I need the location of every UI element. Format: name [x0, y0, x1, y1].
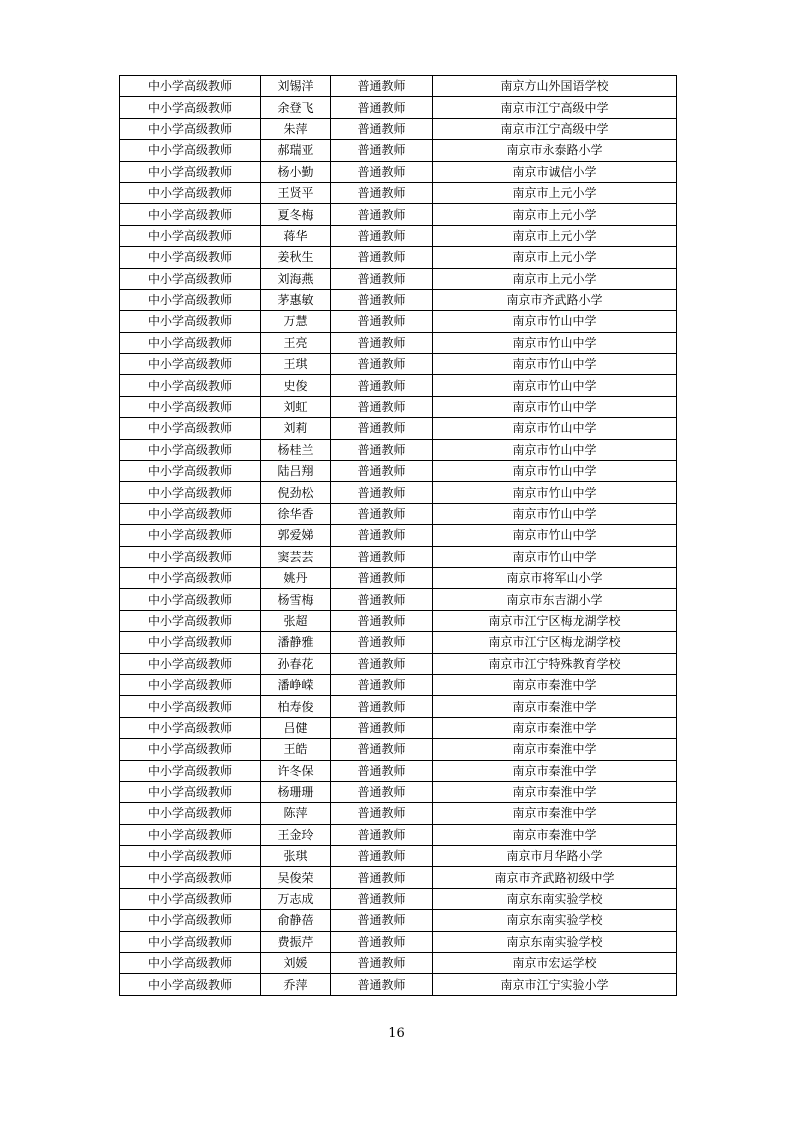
teacher-type-cell: 普通教师	[331, 846, 433, 867]
teacher-name-cell: 柏寿俊	[261, 696, 331, 717]
teacher-type-cell: 普通教师	[331, 247, 433, 268]
professional-title-cell: 中小学高级教师	[120, 610, 261, 631]
teacher-name-cell: 孙春花	[261, 653, 331, 674]
table-row	[120, 418, 677, 439]
professional-title-cell: 中小学高级教师	[120, 846, 261, 867]
school-name-cell: 南京市竹山中学	[433, 461, 677, 482]
teacher-type-cell: 普通教师	[331, 289, 433, 310]
school-name-cell: 南京市上元小学	[433, 204, 677, 225]
teacher-type-cell: 普通教师	[331, 375, 433, 396]
professional-title-cell: 中小学高级教师	[120, 289, 261, 310]
teacher-type-cell: 普通教师	[331, 354, 433, 375]
school-name-cell: 南京市江宁高级中学	[433, 97, 677, 118]
professional-title-cell: 中小学高级教师	[120, 418, 261, 439]
school-name-cell: 南京市秦淮中学	[433, 803, 677, 824]
table-row	[120, 867, 677, 888]
school-name-cell: 南京市竹山中学	[433, 482, 677, 503]
school-name-cell: 南京市竹山中学	[433, 546, 677, 567]
table-row	[120, 632, 677, 653]
school-name-cell: 南京市竹山中学	[433, 418, 677, 439]
teacher-name-cell: 陈萍	[261, 803, 331, 824]
table-row	[120, 803, 677, 824]
teacher-type-cell: 普通教师	[331, 76, 433, 97]
table-row	[120, 503, 677, 524]
teacher-name-cell: 姚丹	[261, 567, 331, 588]
professional-title-cell: 中小学高级教师	[120, 931, 261, 952]
table-row	[120, 589, 677, 610]
teacher-type-cell: 普通教师	[331, 760, 433, 781]
table-row	[120, 76, 677, 97]
school-name-cell: 南京市竹山中学	[433, 439, 677, 460]
professional-title-cell: 中小学高级教师	[120, 332, 261, 353]
teacher-type-cell: 普通教师	[331, 567, 433, 588]
professional-title-cell: 中小学高级教师	[120, 503, 261, 524]
teacher-name-cell: 吕健	[261, 717, 331, 738]
school-name-cell: 南京市秦淮中学	[433, 760, 677, 781]
teacher-name-cell: 陆吕翔	[261, 461, 331, 482]
school-name-cell: 南京东南实验学校	[433, 910, 677, 931]
table-row	[120, 461, 677, 482]
professional-title-cell: 中小学高级教师	[120, 97, 261, 118]
table-row	[120, 375, 677, 396]
teacher-type-cell: 普通教师	[331, 461, 433, 482]
professional-title-cell: 中小学高级教师	[120, 311, 261, 332]
professional-title-cell: 中小学高级教师	[120, 974, 261, 995]
page-number: 16	[388, 1026, 405, 1041]
professional-title-cell: 中小学高级教师	[120, 375, 261, 396]
table-row	[120, 910, 677, 931]
teacher-type-cell: 普通教师	[331, 953, 433, 974]
school-name-cell: 南京市江宁实验小学	[433, 974, 677, 995]
table-row	[120, 674, 677, 695]
table-row	[120, 696, 677, 717]
school-name-cell: 南京市上元小学	[433, 182, 677, 203]
school-name-cell: 南京市上元小学	[433, 268, 677, 289]
teacher-name-cell: 杨小勤	[261, 161, 331, 182]
teacher-type-cell: 普通教师	[331, 482, 433, 503]
teacher-name-cell: 杨珊珊	[261, 781, 331, 802]
teacher-name-cell: 万志成	[261, 888, 331, 909]
school-name-cell: 南京市宏运学校	[433, 953, 677, 974]
teacher-name-cell: 刘莉	[261, 418, 331, 439]
teacher-name-cell: 潘峥嵘	[261, 674, 331, 695]
school-name-cell: 南京市秦淮中学	[433, 781, 677, 802]
teacher-type-cell: 普通教师	[331, 546, 433, 567]
school-name-cell: 南京市齐武路初级中学	[433, 867, 677, 888]
teacher-type-cell: 普通教师	[331, 589, 433, 610]
table-row	[120, 824, 677, 845]
teacher-type-cell: 普通教师	[331, 418, 433, 439]
teacher-name-cell: 茅惠敏	[261, 289, 331, 310]
table-row	[120, 760, 677, 781]
school-name-cell: 南京市月华路小学	[433, 846, 677, 867]
school-name-cell: 南京市将军山小学	[433, 567, 677, 588]
teacher-type-cell: 普通教师	[331, 182, 433, 203]
school-name-cell: 南京市秦淮中学	[433, 717, 677, 738]
professional-title-cell: 中小学高级教师	[120, 803, 261, 824]
professional-title-cell: 中小学高级教师	[120, 396, 261, 417]
professional-title-cell: 中小学高级教师	[120, 781, 261, 802]
teacher-name-cell: 王皓	[261, 739, 331, 760]
professional-title-cell: 中小学高级教师	[120, 439, 261, 460]
teacher-type-cell: 普通教师	[331, 824, 433, 845]
professional-title-cell: 中小学高级教师	[120, 717, 261, 738]
school-name-cell: 南京市永泰路小学	[433, 140, 677, 161]
teacher-name-cell: 王贤平	[261, 182, 331, 203]
teacher-type-cell: 普通教师	[331, 653, 433, 674]
roster-table-body	[120, 76, 677, 996]
teacher-name-cell: 姜秋生	[261, 247, 331, 268]
table-row	[120, 653, 677, 674]
teacher-name-cell: 郝瑞亚	[261, 140, 331, 161]
professional-title-cell: 中小学高级教师	[120, 953, 261, 974]
school-name-cell: 南京市诚信小学	[433, 161, 677, 182]
table-row	[120, 953, 677, 974]
teacher-name-cell: 夏冬梅	[261, 204, 331, 225]
teacher-name-cell: 张超	[261, 610, 331, 631]
table-row	[120, 289, 677, 310]
school-name-cell: 南京市上元小学	[433, 225, 677, 246]
professional-title-cell: 中小学高级教师	[120, 589, 261, 610]
teacher-name-cell: 徐华香	[261, 503, 331, 524]
teacher-type-cell: 普通教师	[331, 204, 433, 225]
school-name-cell: 南京方山外国语学校	[433, 76, 677, 97]
professional-title-cell: 中小学高级教师	[120, 182, 261, 203]
professional-title-cell: 中小学高级教师	[120, 140, 261, 161]
teacher-type-cell: 普通教师	[331, 396, 433, 417]
teacher-name-cell: 史俊	[261, 375, 331, 396]
teacher-name-cell: 余登飞	[261, 97, 331, 118]
table-row	[120, 161, 677, 182]
professional-title-cell: 中小学高级教师	[120, 567, 261, 588]
teacher-name-cell: 杨桂兰	[261, 439, 331, 460]
school-name-cell: 南京市江宁区梅龙湖学校	[433, 610, 677, 631]
professional-title-cell: 中小学高级教师	[120, 461, 261, 482]
table-row	[120, 311, 677, 332]
professional-title-cell: 中小学高级教师	[120, 739, 261, 760]
professional-title-cell: 中小学高级教师	[120, 482, 261, 503]
teacher-name-cell: 潘静雅	[261, 632, 331, 653]
teacher-name-cell: 张琪	[261, 846, 331, 867]
teacher-name-cell: 刘虹	[261, 396, 331, 417]
school-name-cell: 南京东南实验学校	[433, 888, 677, 909]
school-name-cell: 南京市竹山中学	[433, 525, 677, 546]
teacher-type-cell: 普通教师	[331, 161, 433, 182]
teacher-type-cell: 普通教师	[331, 781, 433, 802]
table-row	[120, 247, 677, 268]
school-name-cell: 南京市秦淮中学	[433, 739, 677, 760]
school-name-cell: 南京市竹山中学	[433, 332, 677, 353]
professional-title-cell: 中小学高级教师	[120, 247, 261, 268]
teacher-name-cell: 朱萍	[261, 118, 331, 139]
teacher-name-cell: 刘锡洋	[261, 76, 331, 97]
professional-title-cell: 中小学高级教师	[120, 888, 261, 909]
school-name-cell: 南京市东吉湖小学	[433, 589, 677, 610]
table-row	[120, 567, 677, 588]
professional-title-cell: 中小学高级教师	[120, 632, 261, 653]
table-row	[120, 268, 677, 289]
professional-title-cell: 中小学高级教师	[120, 76, 261, 97]
table-row	[120, 140, 677, 161]
teacher-type-cell: 普通教师	[331, 268, 433, 289]
school-name-cell: 南京市江宁特殊教育学校	[433, 653, 677, 674]
school-name-cell: 南京市秦淮中学	[433, 696, 677, 717]
teacher-type-cell: 普通教师	[331, 503, 433, 524]
table-row	[120, 118, 677, 139]
school-name-cell: 南京市竹山中学	[433, 311, 677, 332]
school-name-cell: 南京东南实验学校	[433, 931, 677, 952]
table-row	[120, 717, 677, 738]
teacher-type-cell: 普通教师	[331, 332, 433, 353]
professional-title-cell: 中小学高级教师	[120, 354, 261, 375]
teacher-name-cell: 万慧	[261, 311, 331, 332]
table-row	[120, 888, 677, 909]
school-name-cell: 南京市江宁区梅龙湖学校	[433, 632, 677, 653]
teacher-name-cell: 刘海燕	[261, 268, 331, 289]
teacher-type-cell: 普通教师	[331, 910, 433, 931]
table-row	[120, 546, 677, 567]
professional-title-cell: 中小学高级教师	[120, 118, 261, 139]
professional-title-cell: 中小学高级教师	[120, 674, 261, 695]
teacher-name-cell: 吴俊荣	[261, 867, 331, 888]
teacher-type-cell: 普通教师	[331, 739, 433, 760]
teacher-name-cell: 蒋华	[261, 225, 331, 246]
professional-title-cell: 中小学高级教师	[120, 525, 261, 546]
table-row	[120, 610, 677, 631]
table-row	[120, 931, 677, 952]
teacher-name-cell: 费振芹	[261, 931, 331, 952]
table-row	[120, 482, 677, 503]
teacher-type-cell: 普通教师	[331, 888, 433, 909]
teacher-type-cell: 普通教师	[331, 439, 433, 460]
teacher-type-cell: 普通教师	[331, 118, 433, 139]
school-name-cell: 南京市秦淮中学	[433, 824, 677, 845]
teacher-name-cell: 郭爱娣	[261, 525, 331, 546]
teacher-name-cell: 王琪	[261, 354, 331, 375]
table-row	[120, 846, 677, 867]
school-name-cell: 南京市竹山中学	[433, 375, 677, 396]
teacher-type-cell: 普通教师	[331, 931, 433, 952]
teacher-name-cell: 王亮	[261, 332, 331, 353]
professional-title-cell: 中小学高级教师	[120, 760, 261, 781]
teacher-type-cell: 普通教师	[331, 140, 433, 161]
school-name-cell: 南京市秦淮中学	[433, 674, 677, 695]
teacher-type-cell: 普通教师	[331, 610, 433, 631]
professional-title-cell: 中小学高级教师	[120, 867, 261, 888]
table-row	[120, 781, 677, 802]
teacher-type-cell: 普通教师	[331, 696, 433, 717]
school-name-cell: 南京市江宁高级中学	[433, 118, 677, 139]
professional-title-cell: 中小学高级教师	[120, 696, 261, 717]
professional-title-cell: 中小学高级教师	[120, 653, 261, 674]
teacher-type-cell: 普通教师	[331, 632, 433, 653]
professional-title-cell: 中小学高级教师	[120, 161, 261, 182]
teacher-type-cell: 普通教师	[331, 674, 433, 695]
professional-title-cell: 中小学高级教师	[120, 824, 261, 845]
table-row	[120, 396, 677, 417]
professional-title-cell: 中小学高级教师	[120, 225, 261, 246]
teacher-name-cell: 乔萍	[261, 974, 331, 995]
professional-title-cell: 中小学高级教师	[120, 546, 261, 567]
table-row	[120, 974, 677, 995]
professional-title-cell: 中小学高级教师	[120, 268, 261, 289]
teacher-name-cell: 许冬保	[261, 760, 331, 781]
school-name-cell: 南京市齐武路小学	[433, 289, 677, 310]
teacher-name-cell: 倪劲松	[261, 482, 331, 503]
school-name-cell: 南京市竹山中学	[433, 354, 677, 375]
table-row	[120, 439, 677, 460]
teacher-roster-table	[119, 75, 677, 996]
teacher-name-cell: 王金玲	[261, 824, 331, 845]
table-row	[120, 354, 677, 375]
teacher-name-cell: 刘媛	[261, 953, 331, 974]
teacher-type-cell: 普通教师	[331, 311, 433, 332]
table-row	[120, 97, 677, 118]
professional-title-cell: 中小学高级教师	[120, 204, 261, 225]
teacher-name-cell: 俞静蓓	[261, 910, 331, 931]
school-name-cell: 南京市竹山中学	[433, 503, 677, 524]
teacher-type-cell: 普通教师	[331, 803, 433, 824]
teacher-type-cell: 普通教师	[331, 717, 433, 738]
table-row	[120, 204, 677, 225]
teacher-type-cell: 普通教师	[331, 974, 433, 995]
table-row	[120, 225, 677, 246]
table-row	[120, 332, 677, 353]
teacher-type-cell: 普通教师	[331, 97, 433, 118]
teacher-type-cell: 普通教师	[331, 867, 433, 888]
table-row	[120, 182, 677, 203]
teacher-type-cell: 普通教师	[331, 525, 433, 546]
school-name-cell: 南京市竹山中学	[433, 396, 677, 417]
teacher-name-cell: 窦芸芸	[261, 546, 331, 567]
table-row	[120, 739, 677, 760]
teacher-name-cell: 杨雪梅	[261, 589, 331, 610]
table-row	[120, 525, 677, 546]
professional-title-cell: 中小学高级教师	[120, 910, 261, 931]
teacher-type-cell: 普通教师	[331, 225, 433, 246]
school-name-cell: 南京市上元小学	[433, 247, 677, 268]
